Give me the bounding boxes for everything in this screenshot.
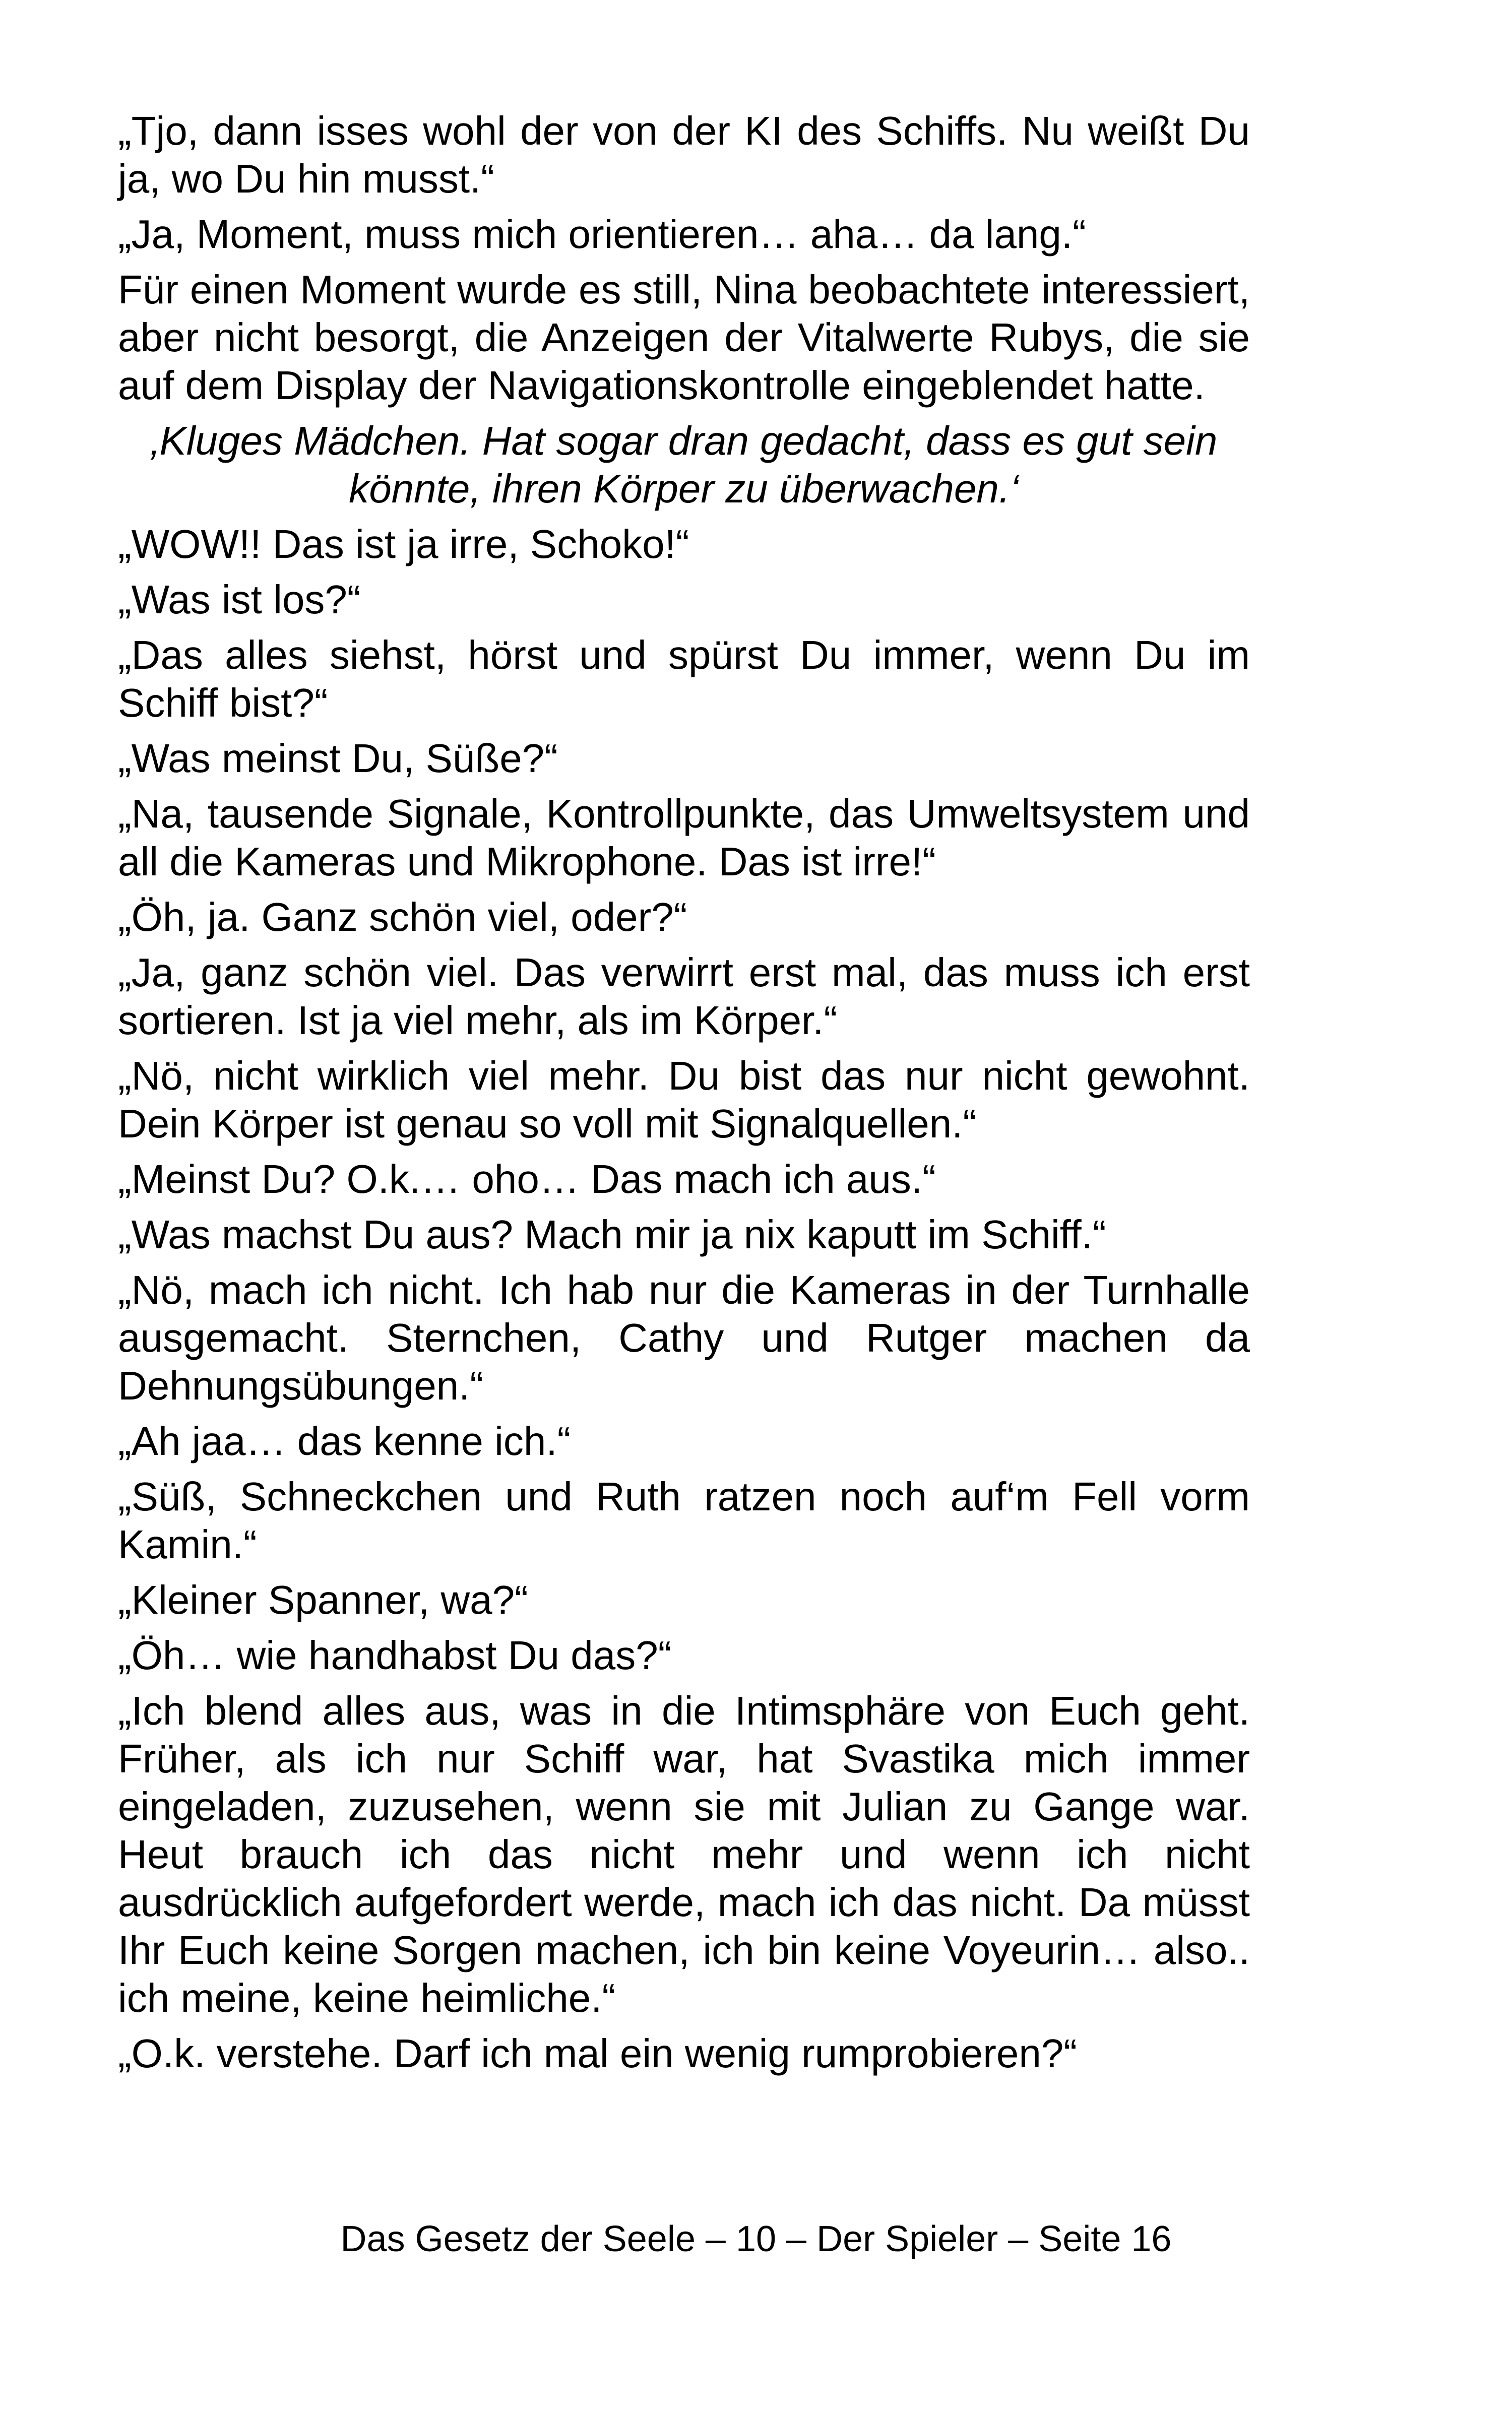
thought-paragraph: ‚Kluges Mädchen. Hat sogar dran gedacht, dass es gut sein könnte, ihren Körper zu überwachen.‘ — [150, 418, 1218, 511]
paragraph: „Was machst Du aus? Mach mir ja nix kaputt im Schiff.“ — [118, 1212, 1106, 1257]
paragraph: „Meinst Du? O.k.… oho… Das mach ich aus.“ — [118, 1157, 936, 1201]
paragraph: „Nö, nicht wirklich viel mehr. Du bist das nur nicht gewohnt. Dein Körper ist genau so voll mit Signalquellen.“ — [118, 1053, 1250, 1146]
paragraph: „Ah jaa… das kenne ich.“ — [118, 1419, 571, 1464]
paragraph: „Was meinst Du, Süße?“ — [118, 736, 558, 781]
page-footer: Das Gesetz der Seele – 10 – Der Spieler – Seite 16 — [340, 2219, 1172, 2259]
paragraph: „O.k. verstehe. Darf ich mal ein wenig rumprobieren?“ — [118, 2031, 1077, 2076]
paragraph: „Öh… wie handhabst Du das?“ — [118, 1633, 672, 1678]
paragraph: „Kleiner Spanner, wa?“ — [118, 1577, 528, 1622]
paragraph: „Ich blend alles aus, was in die Intimsphäre von Euch geht. Früher, als ich nur Schiff war, hat Svastika mich immer eingeladen, zuzusehen, wenn sie mit Julian zu Gange war. Heut brauch ich das nicht mehr und wenn ich nicht ausdrücklich aufgefordert werde, mach ich das nicht. Da müsst Ihr Euch keine Sorgen machen, ich bin keine Voyeurin… also.. ich meine, keine heimliche.“ — [118, 1688, 1250, 2020]
paragraph: „Ja, ganz schön viel. Das verwirrt erst mal, das muss ich erst sortieren. Ist ja viel mehr, als im Körper.“ — [118, 950, 1250, 1043]
paragraph: „Na, tausende Signale, Kontrollpunkte, das Umweltsystem und all die Kameras und Mikrophone. Das ist irre!“ — [118, 791, 1250, 884]
page-body — [118, 107, 1250, 2085]
paragraph: „Nö, mach ich nicht. Ich hab nur die Kameras in der Turnhalle ausgemacht. Sternchen, Cathy und Rutger machen da Dehnungsübungen.“ — [118, 1267, 1250, 1408]
paragraph: „Das alles siehst, hörst und spürst Du immer, wenn Du im Schiff bist?“ — [118, 632, 1250, 725]
paragraph: „Tjo, dann isses wohl der von der KI des Schiffs. Nu weißt Du ja, wo Du hin musst.“ — [118, 108, 1250, 201]
paragraph: „Süß, Schneckchen und Ruth ratzen noch auf‘m Fell vorm Kamin.“ — [118, 1474, 1250, 1567]
paragraph: „Ja, Moment, muss mich orientieren… aha… da lang.“ — [118, 212, 1086, 257]
paragraph: Für einen Moment wurde es still, Nina beobachtete interessiert, aber nicht besorgt, die Anzeigen der Vitalwerte Rubys, die sie auf dem Display der Navigationskontrolle eingeblendet hatte. — [118, 267, 1250, 408]
paragraph: „WOW!! Das ist ja irre, Schoko!“ — [118, 522, 689, 566]
paragraph: „Was ist los?“ — [118, 577, 361, 622]
paragraph: „Öh, ja. Ganz schön viel, oder?“ — [118, 895, 687, 939]
